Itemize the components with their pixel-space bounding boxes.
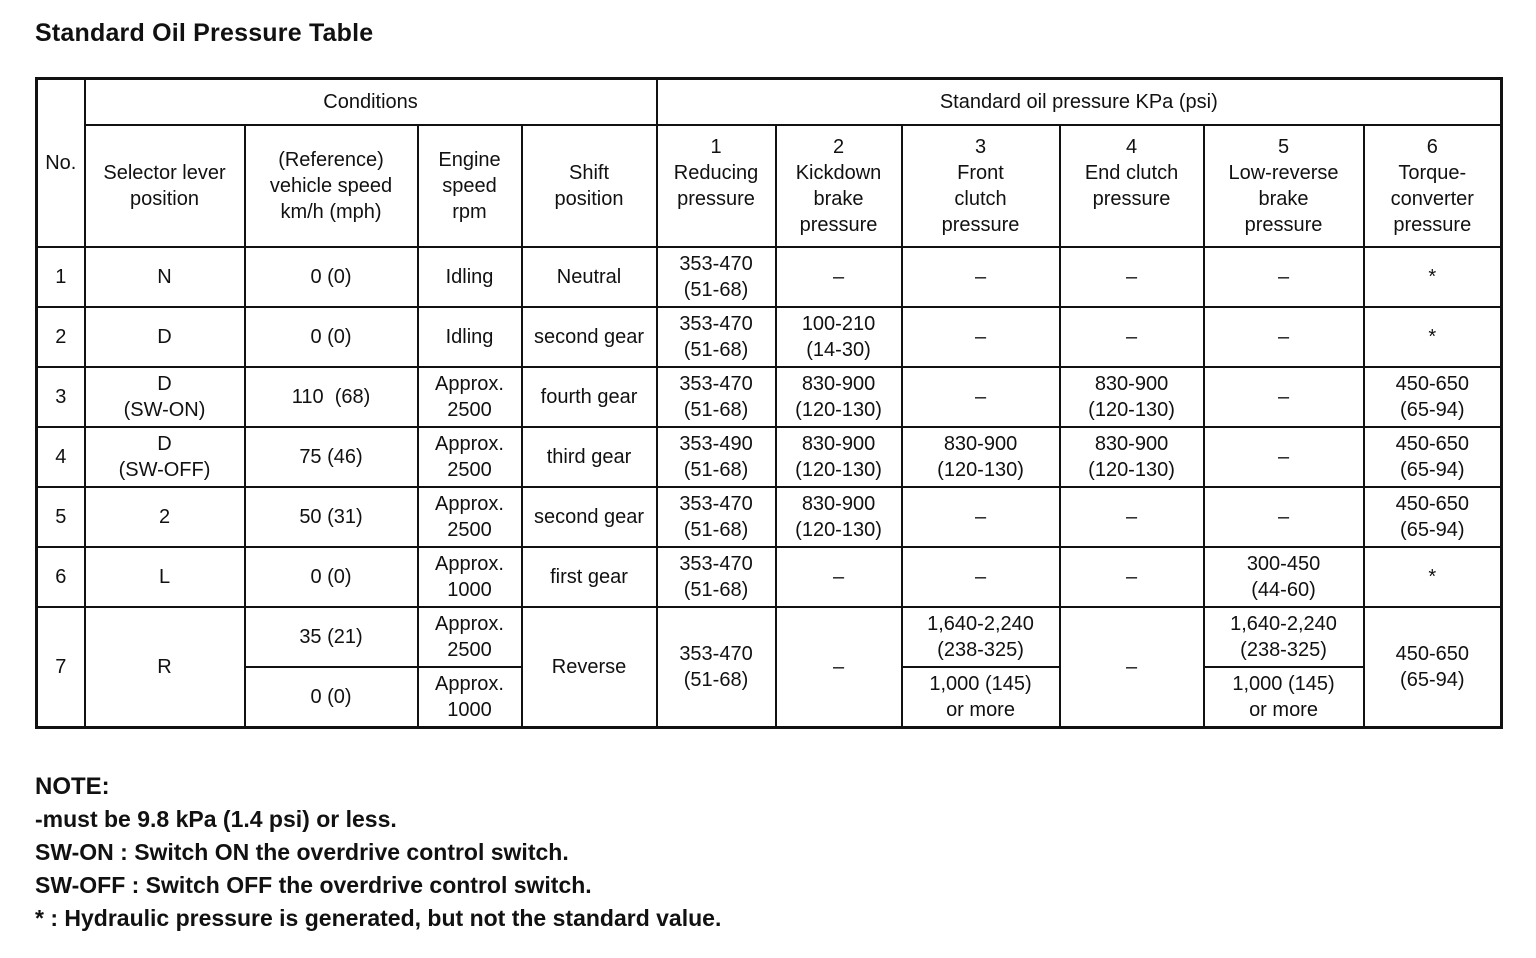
speed-header bbox=[245, 125, 418, 247]
pressure-cell bbox=[902, 427, 1060, 487]
pressure-cell bbox=[1364, 607, 1502, 728]
pressure-cell bbox=[1060, 427, 1204, 487]
header-line: 3 bbox=[974, 136, 987, 158]
kickdown-brake-header bbox=[776, 125, 902, 247]
no-header: No. bbox=[37, 79, 85, 248]
pressure-cell bbox=[1204, 547, 1364, 607]
cell-line: Approx. bbox=[435, 493, 504, 515]
low-reverse-brake-header bbox=[1204, 125, 1364, 247]
header-line: Shift bbox=[568, 162, 610, 184]
pressure-header: Standard oil pressure KPa (psi) bbox=[657, 79, 1502, 126]
pressure-cell bbox=[1364, 547, 1502, 607]
selector-cell: R bbox=[85, 607, 245, 728]
pressure-cell bbox=[1204, 307, 1364, 367]
pressure-cell bbox=[1204, 607, 1364, 667]
cell-line: – bbox=[974, 326, 987, 348]
cell-line: Approx. bbox=[435, 373, 504, 395]
cell-line: (120-130) bbox=[795, 459, 882, 481]
engine-cell bbox=[418, 427, 522, 487]
pressure-cell bbox=[776, 367, 902, 427]
header-line: position bbox=[554, 188, 624, 210]
pressure-cell bbox=[657, 247, 776, 307]
shift-cell: second gear bbox=[522, 487, 657, 547]
cell-line: (51-68) bbox=[683, 339, 749, 361]
header-line: Engine bbox=[438, 149, 501, 171]
pressure-cell bbox=[1060, 487, 1204, 547]
shift-header bbox=[522, 125, 657, 247]
engine-cell bbox=[418, 607, 522, 667]
cell-line: – bbox=[1125, 326, 1138, 348]
cell-line: 100-210 bbox=[801, 313, 876, 335]
header-line: 2 bbox=[832, 136, 845, 158]
pressure-cell bbox=[1364, 367, 1502, 427]
row-number: 5 bbox=[37, 487, 85, 547]
selector-cell bbox=[85, 247, 245, 307]
pressure-cell bbox=[657, 367, 776, 427]
header-line: Low-reverse bbox=[1228, 162, 1339, 184]
cell-line: (120-130) bbox=[1088, 399, 1175, 421]
cell-line: (65-94) bbox=[1400, 669, 1465, 691]
pressure-cell bbox=[1364, 427, 1502, 487]
selector-cell bbox=[85, 487, 245, 547]
cell-line: – bbox=[1125, 266, 1138, 288]
table-row bbox=[37, 247, 1502, 307]
cell-line: (44-60) bbox=[1251, 579, 1316, 601]
cell-line: 2500 bbox=[447, 639, 492, 661]
cell-line: (14-30) bbox=[806, 339, 871, 361]
cell-line: 1000 bbox=[447, 579, 492, 601]
cell-line: or more bbox=[1249, 699, 1318, 721]
pressure-cell bbox=[657, 607, 776, 728]
engine-header bbox=[418, 125, 522, 247]
cell-line: (120-130) bbox=[795, 399, 882, 421]
pressure-cell bbox=[1060, 367, 1204, 427]
cell-line: D bbox=[157, 373, 172, 395]
pressure-cell: – bbox=[1060, 607, 1204, 728]
cell-line: 1,000 (145) bbox=[929, 673, 1032, 695]
cell-line: 2500 bbox=[447, 459, 492, 481]
header-line: km/h (mph) bbox=[280, 201, 382, 223]
table-row bbox=[37, 487, 1502, 547]
shift-cell: third gear bbox=[522, 427, 657, 487]
header-line: End clutch bbox=[1084, 162, 1179, 184]
header-line: 6 bbox=[1426, 136, 1438, 158]
cell-line: (51-68) bbox=[683, 279, 749, 301]
engine-cell bbox=[418, 307, 522, 367]
notes-heading: NOTE: bbox=[35, 773, 110, 800]
table-row bbox=[37, 307, 1502, 367]
cell-line: L bbox=[158, 566, 171, 588]
header-line: (Reference) bbox=[278, 149, 384, 171]
cell-line: (SW-OFF) bbox=[118, 459, 211, 481]
header-line: pressure bbox=[1244, 214, 1323, 236]
cell-line: 830-900 bbox=[801, 433, 876, 455]
cell-line: (65-94) bbox=[1400, 459, 1465, 481]
engine-cell bbox=[418, 367, 522, 427]
note-line: SW-OFF : Switch OFF the overdrive control switch. bbox=[35, 872, 592, 898]
header-row-columns bbox=[37, 125, 1502, 247]
engine-cell bbox=[418, 667, 522, 728]
pressure-cell bbox=[776, 487, 902, 547]
cell-line: (51-68) bbox=[683, 579, 749, 601]
pressure-cell bbox=[1204, 367, 1364, 427]
header-line: Kickdown bbox=[795, 162, 882, 184]
selector-header bbox=[85, 125, 245, 247]
header-line: 4 bbox=[1125, 136, 1138, 158]
cell-line: 1000 bbox=[447, 699, 492, 721]
pressure-cell bbox=[776, 547, 902, 607]
pressure-cell bbox=[1204, 247, 1364, 307]
pressure-cell bbox=[1060, 547, 1204, 607]
cell-line: (51-68) bbox=[683, 519, 749, 541]
cell-line: – bbox=[974, 566, 987, 588]
pressure-cell bbox=[1204, 427, 1364, 487]
selector-cell bbox=[85, 547, 245, 607]
cell-line: – bbox=[832, 266, 845, 288]
end-clutch-header bbox=[1060, 125, 1204, 247]
header-line: Front bbox=[957, 162, 1004, 184]
header-line: rpm bbox=[452, 201, 487, 223]
cell-line: – bbox=[1125, 566, 1138, 588]
row-number: 2 bbox=[37, 307, 85, 367]
cell-line: (65-94) bbox=[1400, 519, 1465, 541]
cell-line: 450-650 bbox=[1395, 433, 1469, 455]
pressure-cell: – bbox=[776, 607, 902, 728]
shift-cell: first gear bbox=[522, 547, 657, 607]
cell-line: (120-130) bbox=[1088, 459, 1175, 481]
selector-cell bbox=[85, 367, 245, 427]
table-row bbox=[37, 367, 1502, 427]
row-number: 3 bbox=[37, 367, 85, 427]
header-line: Torque- bbox=[1398, 162, 1467, 184]
row-number: 7 bbox=[37, 607, 85, 728]
cell-line: 450-650 bbox=[1395, 373, 1469, 395]
front-clutch-header bbox=[902, 125, 1060, 247]
selector-cell bbox=[85, 307, 245, 367]
cell-line: 2 bbox=[158, 506, 171, 528]
speed-cell: 110 (68) bbox=[245, 367, 418, 427]
cell-line: – bbox=[832, 566, 845, 588]
pressure-cell bbox=[902, 607, 1060, 667]
pressure-cell bbox=[1364, 487, 1502, 547]
cell-line: 830-900 bbox=[1094, 373, 1169, 395]
pressure-cell bbox=[776, 247, 902, 307]
header-line: 5 bbox=[1277, 136, 1290, 158]
selector-cell bbox=[85, 427, 245, 487]
engine-cell bbox=[418, 547, 522, 607]
cell-line: Idling bbox=[445, 266, 494, 288]
cell-line: 353-470 bbox=[679, 373, 753, 395]
header-row-groups bbox=[37, 79, 1502, 126]
cell-line: Idling bbox=[445, 326, 494, 348]
header-line: pressure bbox=[677, 188, 755, 210]
pressure-cell bbox=[657, 547, 776, 607]
header-line: speed bbox=[442, 175, 497, 197]
cell-line: – bbox=[974, 266, 987, 288]
shift-cell: fourth gear bbox=[522, 367, 657, 427]
cell-line: – bbox=[1277, 506, 1290, 528]
cell-line: (120-130) bbox=[795, 519, 882, 541]
cell-line: – bbox=[974, 386, 987, 408]
row-number: 4 bbox=[37, 427, 85, 487]
pressure-cell bbox=[902, 487, 1060, 547]
cell-line: 353-470 bbox=[679, 493, 753, 515]
cell-line: 353-470 bbox=[679, 553, 753, 575]
table-row bbox=[37, 427, 1502, 487]
pressure-cell bbox=[657, 307, 776, 367]
pressure-cell bbox=[657, 427, 776, 487]
pressure-cell bbox=[1364, 307, 1502, 367]
pressure-cell bbox=[776, 307, 902, 367]
header-line: brake bbox=[1258, 188, 1309, 210]
cell-line: 830-900 bbox=[1094, 433, 1169, 455]
pressure-cell bbox=[1204, 487, 1364, 547]
cell-line: 353-470 bbox=[679, 253, 753, 275]
cell-line: 353-470 bbox=[679, 313, 753, 335]
cell-line: 353-490 bbox=[679, 433, 753, 455]
cell-line: 1,640-2,240 bbox=[927, 613, 1034, 635]
note-line: * : Hydraulic pressure is generated, but not the standard value. bbox=[35, 905, 722, 931]
cell-line: 830-900 bbox=[943, 433, 1018, 455]
cell-line: 1,640-2,240 bbox=[1230, 613, 1337, 635]
header-line: brake bbox=[813, 188, 864, 210]
cell-line: (51-68) bbox=[683, 459, 749, 481]
pressure-cell bbox=[657, 487, 776, 547]
cell-line: (SW-ON) bbox=[123, 399, 206, 421]
reducing-pressure-header bbox=[657, 125, 776, 247]
cell-line: (51-68) bbox=[683, 669, 749, 691]
pressure-cell bbox=[1060, 307, 1204, 367]
table-row bbox=[37, 547, 1502, 607]
cell-line: – bbox=[974, 506, 987, 528]
cell-line: – bbox=[1277, 446, 1290, 468]
cell-line: * bbox=[1428, 266, 1437, 288]
cell-line: (51-68) bbox=[683, 399, 749, 421]
pressure-cell bbox=[902, 547, 1060, 607]
cell-line: * bbox=[1428, 566, 1437, 588]
pressure-cell bbox=[1364, 247, 1502, 307]
pressure-cell bbox=[1204, 667, 1364, 728]
cell-line: * bbox=[1428, 326, 1437, 348]
header-line: pressure bbox=[1092, 188, 1171, 210]
cell-line: – bbox=[1125, 506, 1138, 528]
cell-line: 450-650 bbox=[1395, 643, 1469, 665]
notes-block bbox=[35, 770, 721, 935]
cell-line: D bbox=[157, 433, 172, 455]
header-line: Reducing bbox=[673, 162, 759, 184]
speed-cell: 75 (46) bbox=[245, 427, 418, 487]
cell-line: 2500 bbox=[447, 519, 492, 541]
cell-line: or more bbox=[946, 699, 1015, 721]
cell-line: 450-650 bbox=[1395, 493, 1469, 515]
pressure-cell bbox=[902, 307, 1060, 367]
cell-line: (65-94) bbox=[1400, 399, 1465, 421]
conditions-header: Conditions bbox=[85, 79, 657, 126]
cell-line: (120-130) bbox=[937, 459, 1024, 481]
cell-line: Approx. bbox=[435, 553, 504, 575]
page-title: Standard Oil Pressure Table bbox=[35, 19, 374, 47]
pressure-cell bbox=[1060, 247, 1204, 307]
header-line: pressure bbox=[799, 214, 878, 236]
cell-line: 1,000 (145) bbox=[1232, 673, 1335, 695]
header-line: Selector lever bbox=[103, 162, 226, 184]
cell-line: 830-900 bbox=[801, 493, 876, 515]
speed-cell: 50 (31) bbox=[245, 487, 418, 547]
speed-cell: 0 (0) bbox=[245, 307, 418, 367]
cell-line: 353-470 bbox=[679, 643, 753, 665]
cell-line: – bbox=[1277, 266, 1290, 288]
speed-cell: 0 (0) bbox=[245, 247, 418, 307]
row-number: 6 bbox=[37, 547, 85, 607]
engine-cell bbox=[418, 247, 522, 307]
pressure-cell bbox=[776, 427, 902, 487]
cell-line: Approx. bbox=[435, 613, 504, 635]
header-line: converter bbox=[1390, 188, 1474, 210]
header-line: pressure bbox=[941, 214, 1020, 236]
cell-line: 300-450 bbox=[1246, 553, 1321, 575]
cell-line: Approx. bbox=[435, 673, 504, 695]
header-line: position bbox=[130, 188, 199, 210]
speed-cell: 35 (21) bbox=[245, 607, 418, 667]
shift-cell: second gear bbox=[522, 307, 657, 367]
cell-line: – bbox=[1277, 326, 1290, 348]
shift-cell: Reverse bbox=[522, 607, 657, 728]
speed-cell: 0 (0) bbox=[245, 667, 418, 728]
note-line: -must be 9.8 kPa (1.4 psi) or less. bbox=[35, 806, 397, 832]
cell-line: 2500 bbox=[447, 399, 492, 421]
speed-cell: 0 (0) bbox=[245, 547, 418, 607]
pressure-cell bbox=[902, 367, 1060, 427]
note-line: SW-ON : Switch ON the overdrive control switch. bbox=[35, 839, 569, 865]
row-number: 1 bbox=[37, 247, 85, 307]
cell-line: – bbox=[1277, 386, 1290, 408]
oil-pressure-table bbox=[35, 77, 1503, 729]
cell-line: 830-900 bbox=[801, 373, 876, 395]
shift-cell: Neutral bbox=[522, 247, 657, 307]
cell-line: (238-325) bbox=[937, 639, 1024, 661]
header-line: vehicle speed bbox=[269, 175, 393, 197]
header-line: 1 bbox=[710, 136, 722, 158]
pressure-cell bbox=[902, 667, 1060, 728]
cell-line: (238-325) bbox=[1240, 639, 1327, 661]
cell-line: N bbox=[157, 266, 172, 288]
table-row bbox=[37, 607, 1502, 667]
header-line: pressure bbox=[1393, 214, 1472, 236]
cell-line: D bbox=[157, 326, 172, 348]
engine-cell bbox=[418, 487, 522, 547]
cell-line: Approx. bbox=[435, 433, 504, 455]
header-line: clutch bbox=[954, 188, 1007, 210]
pressure-cell bbox=[902, 247, 1060, 307]
torque-converter-header bbox=[1364, 125, 1502, 247]
